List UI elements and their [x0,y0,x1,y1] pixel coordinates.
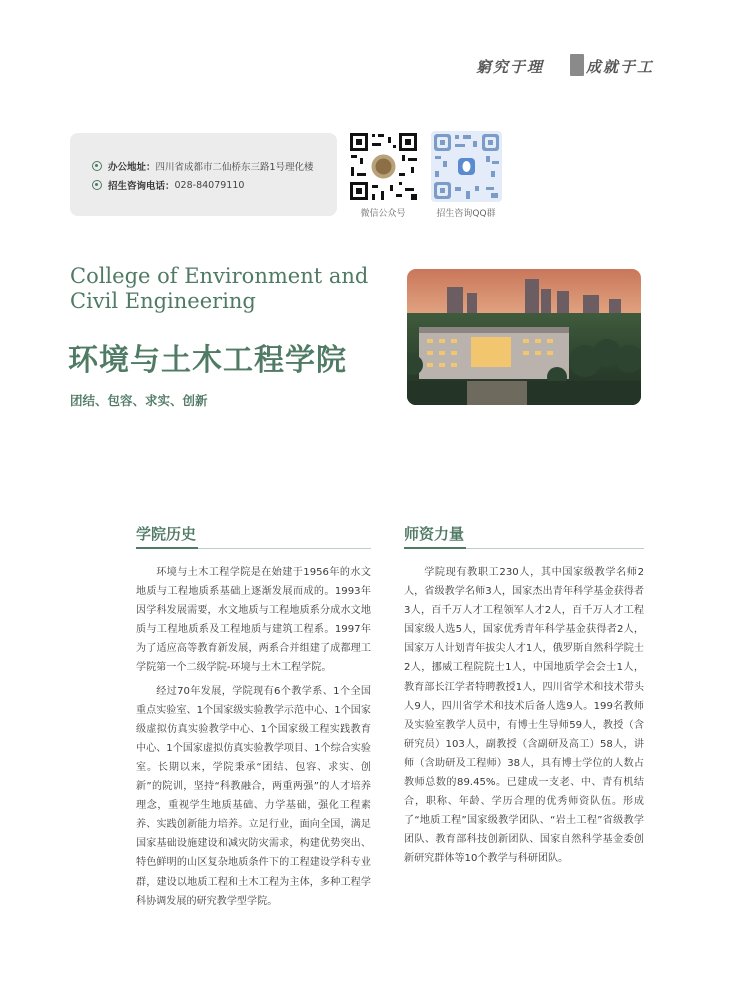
faculty-divider [404,548,644,549]
phone-value: 028-84079110 [174,179,245,191]
address-row [92,159,314,173]
phone-row [92,178,244,192]
address-value: 四川省成都市二仙桥东三路1号理化楼 [155,162,314,173]
college-english-title: College of Environment and Civil Engineering [70,264,369,313]
history-paragraph: 环境与土木工程学院是在始建于1956年的水文地质与工程地质系基础上逐渐发展而成的。1993年因学科发展需要，水文地质与工程地质系分成水文地质与工程地质系及工程地质与建筑工程系。1997年为了适应高等教育新发展，两系合并组建了成都理工学院第一个二级学院-环境与土木工程学院。 [136,567,371,674]
history-divider [136,548,371,549]
qq-caption: 招生咨询QQ群 [436,209,496,219]
location-icon [92,161,102,171]
motto-left: 窮究于理 [476,58,545,76]
college-slogan: 团结、包容、求实、创新 [70,393,208,408]
history-paragraph: 经过70年发展，学院现有6个教学系、1个全国重点实验室、1个国家级实验教学示范中心、1个国家级虚拟仿真实验教学中心、1个国家级工程实践教育中心、1个国家虚拟仿真实验教学项目、1个综合实验室。长期以来，学院秉承“团结、包容、求实、创新”的院训，坚持“科教融合，两重两强”的人才培养理念，重视学生地质基础、力学基础，强化工程素养、实践创新能力培养。立足行业，面向全国，满足国家基础设施建设和减灾防灾需求，构建优势突出、特色鲜明的山区复杂地质条件下的工程建设学科专业群，建设以地质工程和土木工程为主体，多种工程学科协调发展的研究教学型学院。 [136,685,371,907]
wechat-qr-code[interactable] [348,131,419,202]
faculty-heading: 师资力量 [404,525,465,543]
college-chinese-title: 环境与土木工程学院 [68,343,347,378]
faculty-paragraph: 学院现有教职工230人，其中国家级教学名师2人，省级教学名师3人，国家杰出青年科学基金获得者3人，百千万人才工程领军人才2人，百千万人才工程国家级人选5人，国家优秀青年科学基金获得者2人，国家万人计划青年拔尖人才1人，俄罗斯自然科学院士2人，挪威工程院院士1人，中国地质学会会士1人，教育部长江学者特聘教授1人，四川省学术和技术带头人9人，四川省学术和技术后备人选9人。199名教师及实验室教学人员中，有博士生导师59人，教授（含研究员）103人，副教授（含副研及高工）58人，讲师（含助研及工程师）38人，具有博士学位的人数占教师总数的89.45%。已建成一支老、中、青有机结合，职称、年龄、学历合理的优秀师资队伍。形成了“地质工程”国家级教学团队、“岩土工程”省级教学团队、教育部科技创新团队、国家自然科学基金委创新研究群体等10个教学与科研团队。 [404,567,644,865]
history-text [136,563,371,911]
address-label: 办公地址： [108,162,156,173]
university-seal [570,54,584,76]
faculty-text [404,563,644,869]
phone-icon [92,180,102,190]
contact-box [70,133,337,216]
phone-label: 招生咨询电话： [108,181,175,192]
campus-photo [407,269,641,405]
motto-right: 成就于工 [586,58,655,76]
qq-group-qr-code[interactable] [431,131,502,202]
history-heading: 学院历史 [136,525,197,543]
wechat-caption: 微信公众号 [360,209,406,219]
